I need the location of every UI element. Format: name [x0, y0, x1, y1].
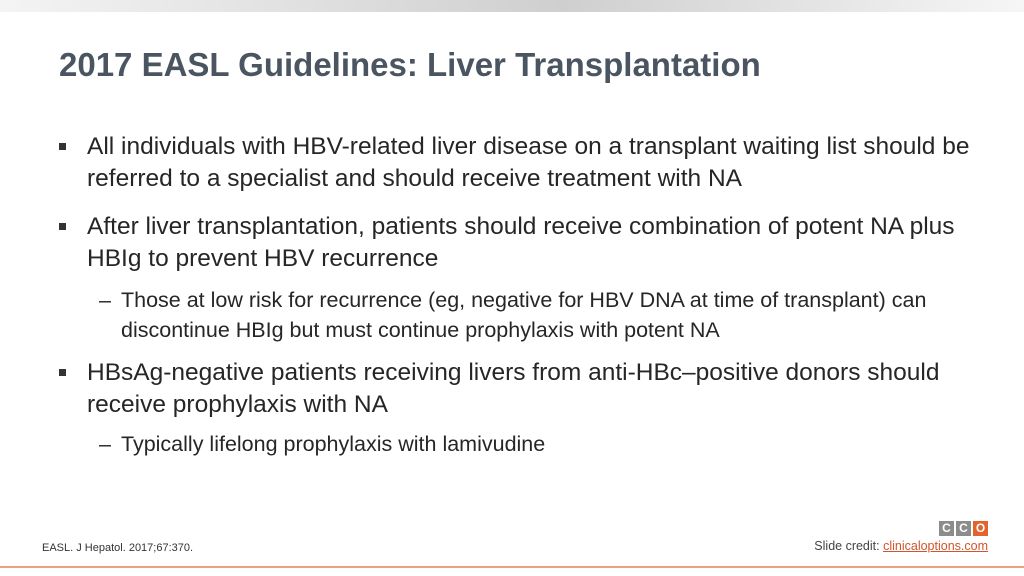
logo-letter: O — [973, 521, 988, 536]
bullet-text: All individuals with HBV-related liver disease on a transplant waiting list should be referred to a specialist and should receive treatment with NA — [87, 133, 970, 192]
bottom-accent-line — [0, 566, 1024, 568]
credit-link[interactable]: clinicaloptions.com — [883, 539, 988, 553]
slide-content — [59, 131, 979, 459]
bullet-item — [59, 131, 979, 195]
logo-letter: C — [956, 521, 971, 536]
bullet-item — [59, 357, 979, 421]
top-gradient-bar — [0, 0, 1024, 12]
dash-icon: – — [99, 432, 111, 456]
credit-label: Slide credit: — [814, 539, 884, 553]
square-bullet-icon — [59, 369, 66, 376]
sub-bullet-text: Those at low risk for recurrence (eg, negative for HBV DNA at time of transplant) can discontinue HBIg but must continue prophylaxis with potent NA — [121, 288, 927, 342]
dash-icon: – — [99, 288, 111, 312]
reference-citation: EASL. J Hepatol. 2017;67:370. — [42, 542, 194, 554]
sub-bullet-text: Typically lifelong prophylaxis with lamivudine — [121, 432, 546, 456]
bullet-item — [59, 211, 979, 275]
bullet-text: HBsAg-negative patients receiving livers from anti-HBc–positive donors should receive prophylaxis with NA — [87, 359, 940, 418]
square-bullet-icon — [59, 143, 66, 150]
slide-credit — [814, 539, 988, 553]
sub-bullet-item — [99, 285, 979, 345]
cco-logo — [939, 521, 988, 536]
slide-title: 2017 EASL Guidelines: Liver Transplantation — [59, 46, 761, 83]
square-bullet-icon — [59, 223, 66, 230]
sub-bullet-item — [99, 429, 979, 459]
bullet-text: After liver transplantation, patients should receive combination of potent NA plus HBIg to prevent HBV recurrence — [87, 213, 955, 272]
logo-letter: C — [939, 521, 954, 536]
